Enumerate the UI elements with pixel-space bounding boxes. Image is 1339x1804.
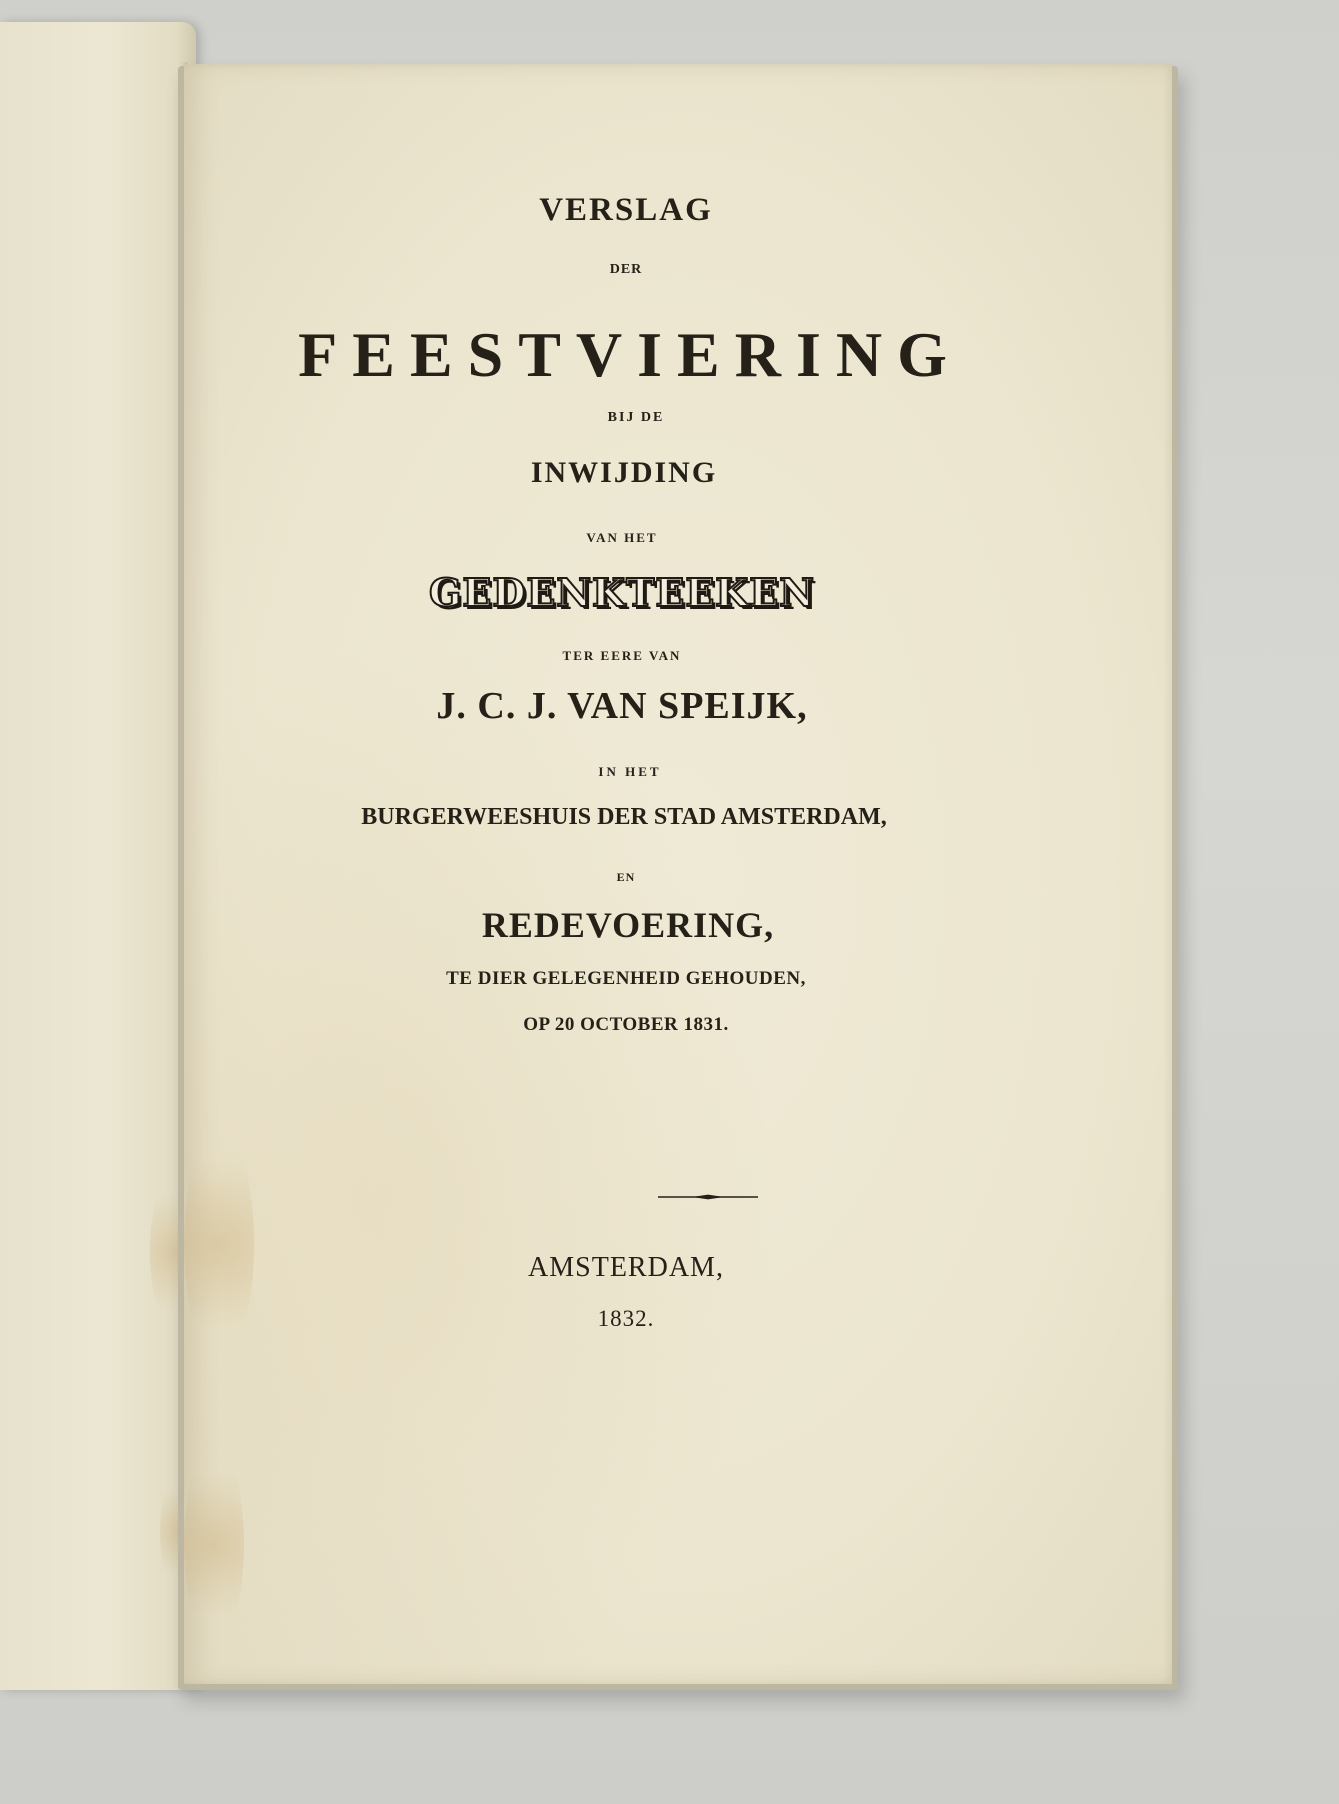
text-bij-de: BIJ DE	[607, 410, 665, 425]
text-en: EN	[616, 870, 636, 884]
imprint-place: AMSTERDAM,	[528, 1252, 724, 1283]
title-verslag: VERSLAG	[539, 192, 713, 228]
text-burgerweeshuis: BURGERWEESHUIS DER STAD AMSTERDAM,	[361, 804, 887, 830]
title-redevoering: REDEVOERING,	[481, 905, 775, 945]
text-van-het: VAN HET	[586, 530, 658, 545]
title-van-speijk: J. C. J. VAN SPEIJK,	[436, 685, 808, 727]
imprint-year: 1832.	[597, 1306, 655, 1331]
text-der: DER	[609, 262, 643, 277]
title-page	[184, 64, 1172, 1684]
title-feestviering: FEESTVIERING	[298, 319, 962, 390]
foxing-stain	[184, 1444, 244, 1644]
title-gedenkteeken: GEDENKTEEKEN	[428, 570, 816, 615]
text-ter-eere-van: TER EERE VAN	[562, 648, 682, 663]
divider-ornament	[658, 1194, 758, 1200]
title-inwijding: INWIJDING	[530, 456, 718, 489]
text-gelegenheid: TE DIER GELEGENHEID GEHOUDEN,	[446, 968, 806, 989]
text-in-het: IN HET	[598, 764, 662, 779]
text-date: OP 20 OCTOBER 1831.	[523, 1014, 729, 1035]
